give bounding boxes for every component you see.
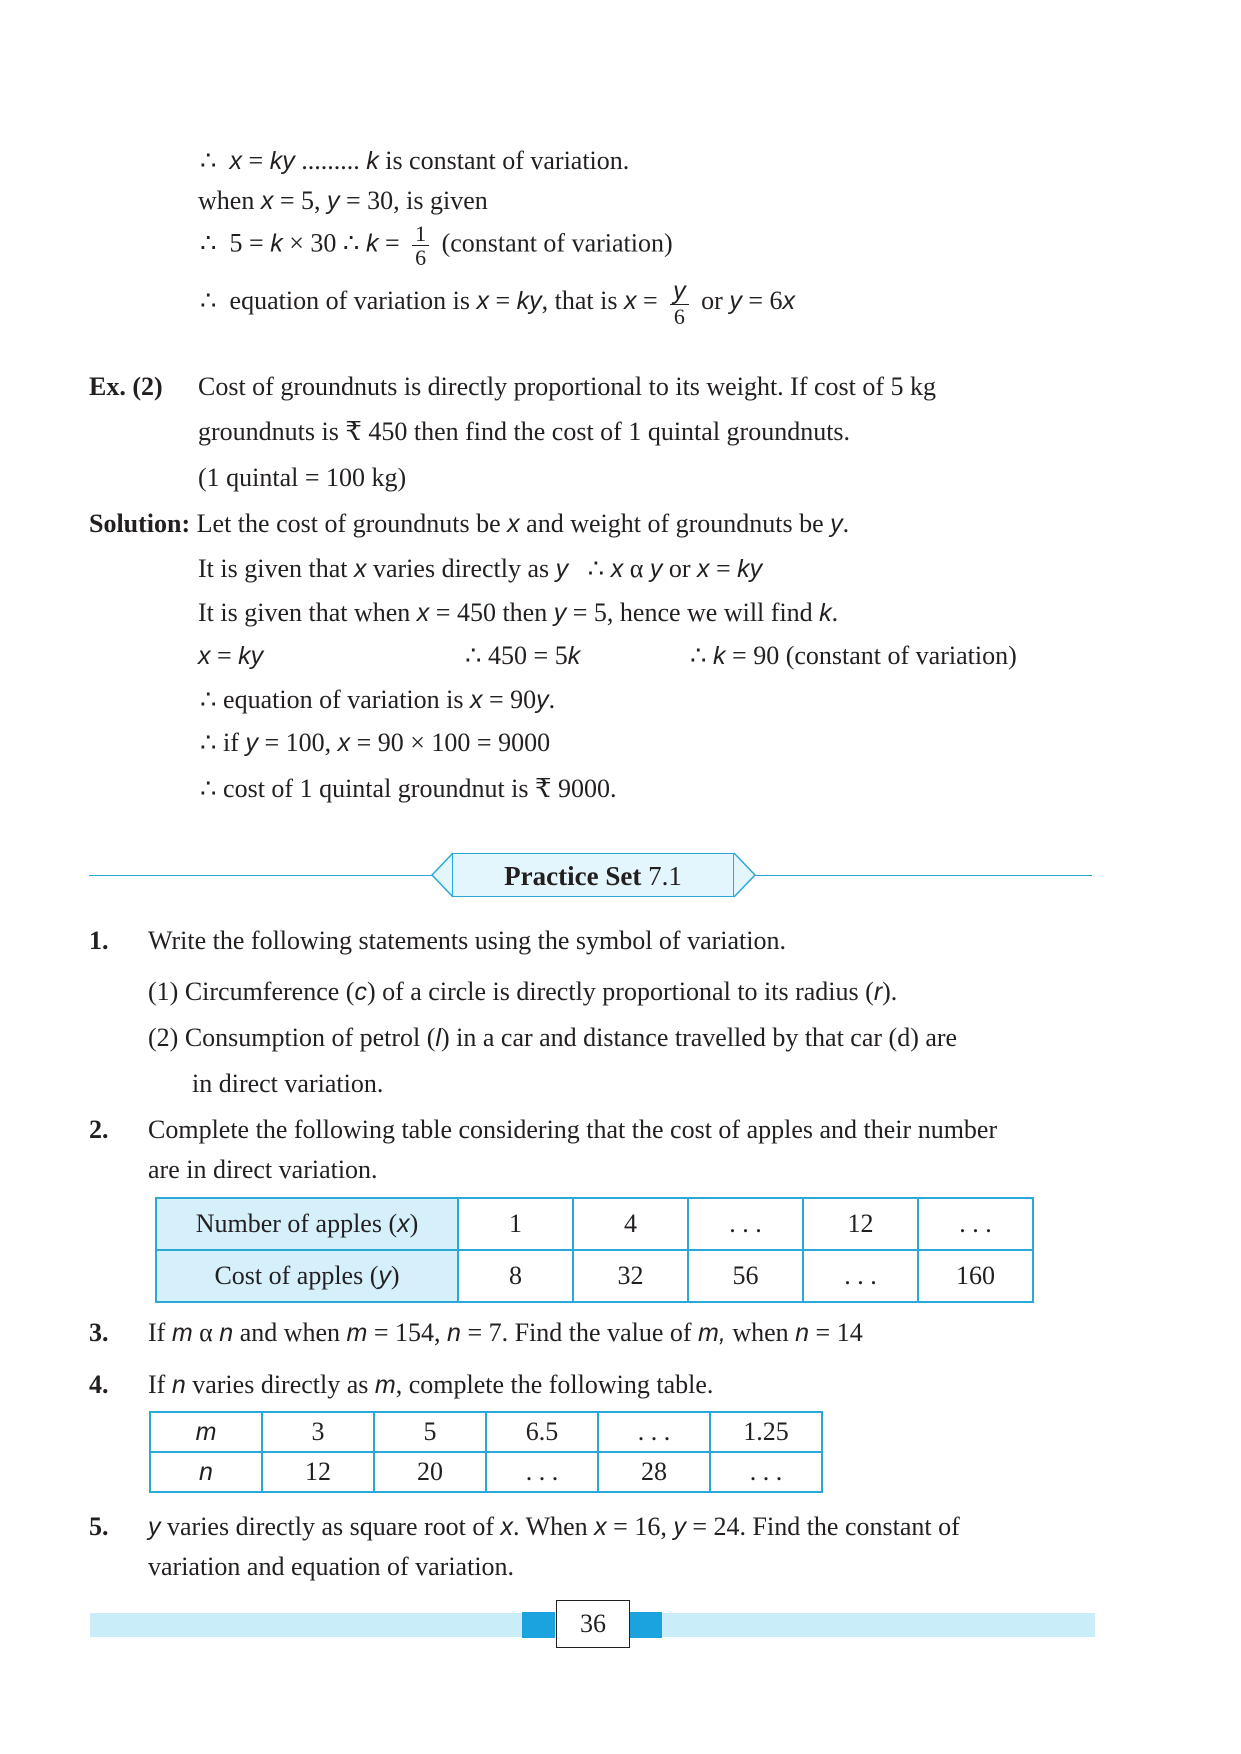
var-x: x [397, 1210, 410, 1238]
table-cell: 5 [374, 1412, 486, 1452]
text: = 90 [488, 685, 537, 714]
text: = 90 × 100 = 9000 [356, 728, 551, 757]
practice-set-banner [452, 853, 734, 897]
table-cell: 28 [598, 1452, 710, 1492]
var-l: l [435, 1024, 441, 1052]
text: when [732, 1318, 789, 1347]
text: ) of a circle is directly proportional to its radius ( [366, 977, 874, 1006]
text: or [668, 554, 691, 583]
numerator: 1 [412, 222, 429, 246]
var-x: x [337, 729, 351, 757]
var-y: y [148, 1513, 161, 1541]
q5-line2: variation and equation of variation. [148, 1552, 515, 1581]
table-row [150, 1452, 822, 1492]
example-line2: groundnuts is ₹ 450 then find the cost of 1 quintal groundnuts. [198, 417, 851, 446]
var-x: x [507, 510, 520, 538]
var-k: k [366, 147, 379, 175]
var-y: y [536, 686, 549, 714]
therefore-symbol: ∴ [200, 228, 217, 258]
therefore-symbol: ∴ [200, 286, 217, 316]
q1-text: Write the following statements using the symbol of variation. [148, 926, 787, 955]
text: ). [882, 977, 898, 1006]
text: = 30, is given [346, 186, 488, 215]
table-cell: 1 [458, 1198, 573, 1250]
var-x: x [353, 555, 367, 583]
equals: = [384, 228, 400, 258]
table-cell: 20 [374, 1452, 486, 1492]
var-x: x [229, 147, 243, 175]
var-m: m, [698, 1319, 726, 1347]
var-x: x [624, 287, 637, 316]
var-y: y [649, 555, 663, 583]
banner-tip-left [430, 852, 454, 898]
table-row [156, 1198, 1033, 1250]
table-cell: 4 [573, 1198, 688, 1250]
text: Let the cost of groundnuts be [196, 509, 501, 538]
equals: = [248, 146, 264, 175]
table-cell: 1.25 [710, 1412, 822, 1452]
text: (1) Circumference ( [148, 977, 355, 1006]
text: Number of apples ( [195, 1209, 398, 1238]
q3-text [148, 1317, 863, 1348]
text: = 90 (constant of variation) [732, 641, 1017, 670]
apples-table [155, 1197, 1034, 1303]
table-cell: 56 [688, 1250, 803, 1302]
table-cell: 160 [918, 1250, 1033, 1302]
q2-number: 2. [89, 1115, 109, 1144]
text: and weight of groundnuts be [526, 509, 824, 538]
solution1-line4 [200, 278, 795, 328]
q3-number: 3. [89, 1318, 109, 1347]
text: ∴ if [200, 728, 239, 757]
banner-rule-left [89, 875, 433, 876]
solution2-line3b [465, 640, 580, 671]
table-cell: . . . [598, 1412, 710, 1452]
m-n-table [149, 1411, 823, 1493]
text: ∴ cost of 1 quintal groundnut is ₹ 9000. [200, 774, 617, 803]
var-k: k [365, 229, 379, 258]
q2-line1: Complete the following table considering that the cost of apples and their number [148, 1115, 998, 1144]
text: is constant of variation. [385, 146, 630, 175]
var-y: y [830, 510, 843, 538]
var-n: n [447, 1319, 461, 1347]
text: or [701, 286, 723, 316]
text: (constant of variation) [441, 228, 673, 258]
q1-statement1 [148, 976, 897, 1007]
q2-line2: are in direct variation. [148, 1155, 378, 1184]
equals: = [715, 554, 731, 583]
var-k: k [567, 642, 581, 670]
var-x: x [260, 187, 274, 215]
var-x: x [476, 287, 489, 316]
equals: = [217, 641, 232, 670]
var-r: r [873, 978, 883, 1006]
var-c: c [354, 978, 367, 1006]
solution1-line2 [198, 185, 488, 216]
var-x: x [594, 1513, 607, 1541]
footer-block-right [629, 1612, 662, 1638]
var-x: x [696, 555, 710, 583]
text: × 30 ∴ [289, 228, 360, 258]
text: and when [239, 1318, 341, 1347]
var-y: y [673, 1513, 686, 1541]
var-ky: ky [238, 642, 264, 670]
solution2-line1 [198, 553, 762, 584]
var-k: k [713, 642, 726, 670]
q1-number: 1. [89, 926, 109, 955]
solution2-line2 [198, 597, 838, 628]
solution2-line5 [200, 727, 550, 758]
text: ) [409, 1209, 419, 1238]
text: , that is [541, 286, 618, 316]
therefore-symbol: ∴ [587, 554, 605, 583]
text: = 7. Find the value of [467, 1318, 692, 1347]
table-cell: . . . [710, 1452, 822, 1492]
equals: = [495, 286, 511, 316]
solution2-line3c [690, 640, 1017, 671]
dots: ......... [301, 146, 360, 175]
var-n: n [795, 1319, 810, 1347]
text: = 100, [264, 728, 332, 757]
denominator: 6 [415, 245, 427, 271]
q4-text [148, 1369, 713, 1400]
var-x: x [198, 642, 211, 670]
therefore-symbol: ∴ [690, 641, 707, 670]
text: = 154, [373, 1318, 441, 1347]
text: ) [390, 1261, 400, 1290]
practice-set-number: 7.1 [648, 861, 682, 891]
var-m: m [346, 1319, 368, 1347]
text: It is given that [198, 554, 348, 583]
alpha-symbol: α [199, 1318, 213, 1347]
table-cell: 8 [458, 1250, 573, 1302]
table-cell: 6.5 [486, 1412, 598, 1452]
fraction-one-sixth [412, 222, 429, 269]
var-y: y [555, 555, 569, 583]
text: varies directly as [372, 554, 550, 583]
var-ky: ky [269, 147, 295, 175]
var-m: m [374, 1371, 396, 1399]
text: If [148, 1370, 166, 1399]
q1-statement2 [148, 1022, 957, 1053]
fraction-y-over-6 [670, 278, 689, 328]
denominator: 6 [673, 304, 685, 330]
var-y: y [553, 599, 567, 627]
row-label-cost-of-apples [156, 1250, 458, 1302]
var-x: x [500, 1513, 514, 1541]
text: = 5, hence we will find [572, 598, 813, 627]
row-label-m: m [150, 1412, 262, 1452]
equals: = [643, 286, 658, 316]
text: equation of variation is [229, 286, 470, 316]
text: . [842, 509, 850, 538]
text: , complete the following table. [395, 1370, 714, 1399]
solution2-line6 [200, 773, 617, 804]
text: If [148, 1318, 166, 1347]
var-y: y [245, 729, 258, 757]
table-row [150, 1412, 822, 1452]
text: . When [513, 1512, 588, 1541]
var-x: x [469, 686, 483, 714]
q4-number: 4. [89, 1370, 109, 1399]
solution2-line3a [198, 640, 263, 671]
numerator: y [670, 278, 689, 305]
table-cell: 12 [262, 1452, 374, 1492]
q5-number: 5. [89, 1512, 109, 1541]
text: varies directly as square root of [167, 1512, 495, 1541]
text: when [198, 186, 255, 215]
alpha-symbol: α [629, 554, 644, 583]
var-x: x [610, 555, 624, 583]
table-cell: . . . [486, 1452, 598, 1492]
text: (2) Consumption of petrol ( [148, 1023, 436, 1052]
table-cell: . . . [803, 1250, 918, 1302]
var-n: n [219, 1319, 234, 1347]
solution2-line0 [89, 508, 849, 539]
q1-statement2-cont: in direct variation. [192, 1069, 384, 1098]
var-y: y [327, 187, 340, 215]
text: 5 = [229, 228, 264, 258]
text: = 5, [279, 186, 321, 215]
var-ky: ky [737, 555, 763, 583]
table-cell: 12 [803, 1198, 918, 1250]
table-cell: 32 [573, 1250, 688, 1302]
row-label-n: n [150, 1452, 262, 1492]
solution1-line1 [200, 145, 629, 176]
text: = 16, [613, 1512, 667, 1541]
text: = 14 [815, 1318, 863, 1347]
text: Cost of apples ( [214, 1261, 379, 1290]
text: varies directly as [192, 1370, 369, 1399]
var-ky: ky [516, 287, 542, 316]
table-cell: . . . [918, 1198, 1033, 1250]
solution1-line3 [200, 222, 673, 269]
banner-rule-right [752, 875, 1092, 876]
text: It is given that when [198, 598, 411, 627]
footer-block-left [522, 1612, 555, 1638]
var-x: x [416, 599, 430, 627]
var-y: y [729, 287, 742, 316]
text: ∴ 450 = 5 [465, 641, 568, 670]
text: = 450 then [435, 598, 548, 627]
var-k: k [819, 599, 832, 627]
var-x: x [782, 287, 796, 316]
table-cell: . . . [688, 1198, 803, 1250]
var-n: n [171, 1371, 186, 1399]
text: = 24. Find the constant of [692, 1512, 960, 1541]
solution-label: Solution: [89, 509, 191, 538]
table-cell: 3 [262, 1412, 374, 1452]
banner-tip-right [733, 852, 757, 898]
text: . [548, 685, 556, 714]
table-row [156, 1250, 1033, 1302]
example-label: Ex. (2) [89, 372, 163, 401]
practice-set-title: Practice Set [504, 861, 642, 891]
solution2-line4 [200, 684, 555, 715]
text: ∴ equation of variation is [200, 685, 464, 714]
var-k: k [270, 229, 283, 258]
q5-line1 [148, 1511, 960, 1542]
example-line3: (1 quintal = 100 kg) [198, 463, 407, 492]
example-line1: Cost of groundnuts is directly proportional to its weight. If cost of 5 kg [198, 372, 937, 401]
row-label-number-of-apples [156, 1198, 458, 1250]
var-y: y [378, 1262, 391, 1290]
text: . [831, 598, 839, 627]
page-number: 36 [556, 1600, 630, 1648]
therefore-symbol: ∴ [200, 146, 217, 175]
text: = 6 [748, 286, 783, 316]
text: ) in a car and distance travelled by that car (d) are [440, 1023, 958, 1052]
var-m: m [171, 1319, 193, 1347]
